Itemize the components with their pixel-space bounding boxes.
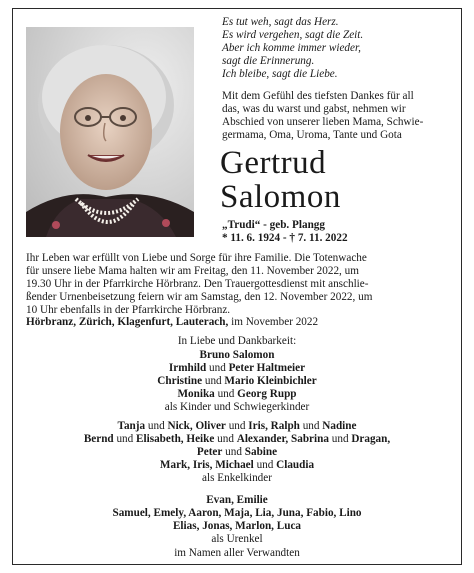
mourner-names: Nadine bbox=[322, 420, 357, 432]
connector-text: und bbox=[328, 433, 352, 445]
connector-text: und bbox=[299, 420, 323, 432]
intro-line: In Liebe und Dankbarkeit: bbox=[177, 335, 297, 347]
closing bbox=[12, 547, 462, 560]
mourner-names: Monika bbox=[177, 388, 215, 400]
places: Hörbranz, Zürich, Klagenfurt, Lauterach, bbox=[26, 316, 229, 328]
connector-text: und bbox=[145, 420, 168, 432]
poem bbox=[222, 16, 458, 81]
thanks-line: das, was du warst und gabst, nehmen wir bbox=[222, 103, 406, 115]
portrait-photo bbox=[26, 27, 194, 237]
mourner-names: Alexander, Sabrina bbox=[236, 433, 329, 445]
thanks-line: germama, Oma, Uroma, Tante und Gota bbox=[222, 129, 402, 141]
mourner-names: Samuel, Emely, Aaron, Maja, Lia, Juna, Fabio, Lino bbox=[112, 507, 362, 519]
service-line: für unsere liebe Mama halten wir am Freitag, den 11. November 2022, um bbox=[26, 265, 359, 277]
mourner-line bbox=[12, 349, 462, 362]
mourner-names: Evan, Emilie bbox=[206, 494, 268, 506]
notice-date: im November 2022 bbox=[231, 316, 319, 328]
thanks-paragraph bbox=[222, 90, 458, 142]
poem-line: Aber ich komme immer wieder, bbox=[222, 42, 361, 54]
nickname-block bbox=[222, 219, 348, 245]
poem-line: Es wird vergehen, sagt die Zeit. bbox=[222, 29, 364, 41]
mourner-names: Tanja bbox=[117, 420, 146, 432]
great-grandchildren-group bbox=[12, 494, 462, 546]
mourner-line bbox=[12, 433, 462, 446]
service-text bbox=[26, 252, 452, 317]
relation-caption: als Enkelkinder bbox=[202, 472, 272, 484]
mourner-names: Iris, Ralph bbox=[248, 420, 300, 432]
service-line: Ihr Leben war erfüllt von Liebe und Sorge für ihre Familie. Die Totenwache bbox=[26, 252, 367, 264]
mourner-names: Christine bbox=[157, 375, 203, 387]
mourner-line bbox=[12, 420, 462, 433]
closing-line: im Namen aller Verwandten bbox=[174, 547, 300, 559]
connector-text: und bbox=[222, 446, 245, 458]
service-line: 10 Uhr ebenfalls in der Pfarrkirche Hörbranz. bbox=[26, 304, 231, 316]
grandchildren-group bbox=[12, 420, 462, 485]
poem-line: Es tut weh, sagt das Herz. bbox=[222, 16, 339, 28]
deceased-name bbox=[220, 146, 341, 214]
connector-text: und bbox=[225, 420, 249, 432]
mourner-line bbox=[12, 520, 462, 533]
mourner-names: Georg Rupp bbox=[237, 388, 297, 400]
mourner-names: Peter bbox=[196, 446, 223, 458]
connector-text: und bbox=[253, 459, 277, 471]
connector-text: und bbox=[214, 433, 237, 445]
mourner-names: Elias, Jonas, Marlon, Luca bbox=[172, 520, 302, 532]
nickname-line: „Trudi“ - geb. Plangg bbox=[222, 219, 325, 231]
mourner-line bbox=[12, 446, 462, 459]
thanks-line: Mit dem Gefühl des tiefsten Dankes für all bbox=[222, 90, 414, 102]
thanks-line: Abschied von unserer lieben Mama, Schwie- bbox=[222, 116, 424, 128]
mourner-line bbox=[12, 459, 462, 472]
mourner-line bbox=[12, 388, 462, 401]
mourner-line bbox=[12, 375, 462, 388]
last-name: Salomon bbox=[220, 179, 341, 215]
relation-caption: als Urenkel bbox=[211, 533, 263, 545]
mourner-line bbox=[12, 507, 462, 520]
intro bbox=[12, 335, 462, 348]
relation-caption: als Kinder und Schwiegerkinder bbox=[164, 401, 310, 413]
mourner-names: Mark, Iris, Michael bbox=[159, 459, 254, 471]
connector-text: und bbox=[206, 362, 229, 374]
places-date-line bbox=[26, 316, 318, 329]
mourner-names: Elisabeth, Heike bbox=[136, 433, 215, 445]
children-group bbox=[12, 349, 462, 414]
mourner-line bbox=[12, 494, 462, 507]
first-name: Gertrud bbox=[220, 145, 327, 181]
mourner-line bbox=[12, 362, 462, 375]
service-line: ßender Urnenbeisetzung feiern wir am Samstag, den 12. November 2022, um bbox=[26, 291, 373, 303]
service-line: 19.30 Uhr in der Pfarrkirche Hörbranz. Den Trauergottesdienst mit anschlie- bbox=[26, 278, 369, 290]
connector-text: und bbox=[202, 375, 225, 387]
mourner-names: Sabine bbox=[244, 446, 278, 458]
mourner-names: Mario Kleinbichler bbox=[224, 375, 317, 387]
mourner-names: Claudia bbox=[276, 459, 315, 471]
poem-line: Ich bleibe, sagt die Liebe. bbox=[222, 68, 338, 80]
mourner-names: Bernd bbox=[83, 433, 114, 445]
mourner-names: Nick, Oliver bbox=[167, 420, 226, 432]
poem-line: sagt die Erinnerung. bbox=[222, 55, 315, 67]
mourner-names: Bruno Salomon bbox=[199, 349, 275, 361]
mourner-names: Irmhild bbox=[168, 362, 207, 374]
mourner-names: Dragan, bbox=[351, 433, 391, 445]
mourner-names: Peter Haltmeier bbox=[228, 362, 306, 374]
connector-text: und bbox=[214, 388, 238, 400]
life-dates: * 11. 6. 1924 - † 7. 11. 2022 bbox=[222, 232, 348, 244]
connector-text: und bbox=[113, 433, 137, 445]
